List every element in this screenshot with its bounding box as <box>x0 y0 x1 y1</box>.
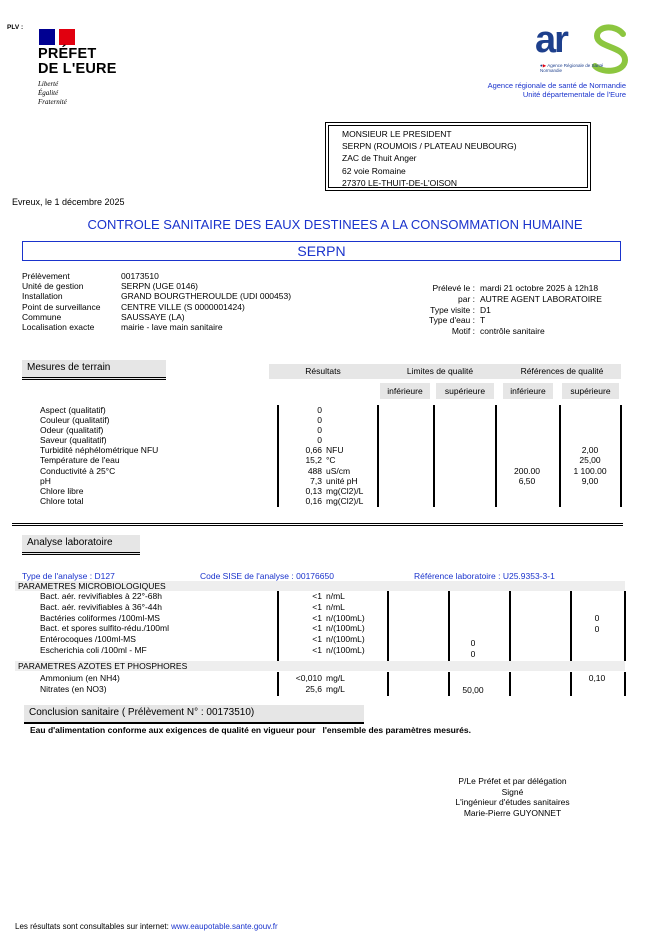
result-unit: °C <box>326 455 336 466</box>
param-name: pH <box>40 475 51 486</box>
result-unit: mg/L <box>326 683 345 694</box>
result-unit: mg(Cl2)/L <box>326 485 364 496</box>
info-value: mairie - lave main sanitaire <box>121 322 223 333</box>
agency-line1: Agence régionale de santé de Normandie <box>487 81 626 90</box>
info-label: Unité de gestion <box>22 281 84 292</box>
result-value: <0,010 <box>295 673 322 683</box>
info-label: Prélèvement <box>22 271 70 281</box>
prefet-line2: DE L'EURE <box>38 61 117 77</box>
info-label: Point de surveillance <box>22 301 101 312</box>
result-unit: n/mL <box>326 601 345 612</box>
signature-block <box>420 776 605 818</box>
recipient-line: ZAC de Thuit Anger <box>342 153 417 164</box>
section-divider <box>12 523 623 526</box>
footer-link[interactable]: www.eaupotable.sante.gouv.fr <box>171 922 278 931</box>
info-label: Localisation exacte <box>22 322 95 333</box>
field-ref-sup-col <box>560 405 620 486</box>
page-title: CONTROLE SANITAIRE DES EAUX DESTINEES A LA CONSOMMATION HUMAINE <box>87 217 583 232</box>
signature-line: P/Le Préfet et par délégation <box>458 776 567 786</box>
param-name: Température de l'eau <box>40 455 120 466</box>
col-ref-inf: inférieure <box>503 383 553 399</box>
recipient-line: SERPN (ROUMOIS / PLATEAU NEUBOURG) <box>342 141 517 152</box>
lim-sup-value: 0 <box>470 648 476 659</box>
sample-info-right <box>395 283 602 337</box>
info-value: mardi 21 octobre 2025 à 12h18 <box>480 283 599 293</box>
info-label: Installation <box>22 291 63 302</box>
info-value: SERPN (UGE 0146) <box>121 281 198 292</box>
recipient-line: 62 voie Romaine <box>342 165 406 176</box>
ref-sup-value: 25,00 <box>579 455 601 466</box>
result-value: <1 <box>312 623 322 634</box>
conclusion-heading: Conclusion sanitaire ( Prélèvement N° : 00173510) <box>24 705 364 724</box>
group-header-nitrogen: PARAMETRES AZOTES ET PHOSPHORES <box>15 661 625 671</box>
ammonium-ref-sup: 0,10 <box>588 673 606 683</box>
result-value: 0,13 <box>305 485 322 496</box>
result-value: <1 <box>312 591 322 601</box>
sample-info-left <box>22 271 291 332</box>
param-name: Escherichia coli /100ml - MF <box>40 644 147 655</box>
micro-lim-sup-col <box>448 638 498 660</box>
result-unit: unité pH <box>326 475 358 486</box>
motto-fraternite: Fraternité <box>38 98 67 106</box>
info-value: T <box>480 315 486 326</box>
result-unit: mg/L <box>326 673 345 683</box>
lab-reference: Référence laboratoire : U25.9353-3-1 <box>414 571 555 581</box>
result-value: 7,3 <box>310 475 322 486</box>
recipient-line: MONSIEUR LE PRESIDENT <box>342 129 452 139</box>
param-name: Entérocoques /100ml-MS <box>40 634 136 645</box>
ref-sup-value: 1 100.00 <box>573 465 607 476</box>
prefet-line1: PRÉFET <box>38 46 97 62</box>
result-value: <1 <box>312 644 322 655</box>
ref-sup-value: 9,00 <box>581 475 599 486</box>
field-measures-heading: Mesures de terrain <box>22 360 166 380</box>
svg-text:ar: ar <box>535 22 567 61</box>
info-label: Type d'eau : <box>428 315 475 326</box>
ref-inf-value: 200.00 <box>514 465 540 476</box>
prefet-logo-text <box>38 47 117 77</box>
info-value: CENTRE VILLE (S 0000001424) <box>121 301 245 312</box>
result-value: 0,16 <box>305 495 322 506</box>
nitrogen-results-list <box>270 673 345 695</box>
result-value: 0 <box>317 405 322 415</box>
col-limit-sup: supérieure <box>436 383 494 399</box>
info-value: 00173510 <box>121 271 159 281</box>
signature-line: Marie-Pierre GUYONNET <box>463 807 562 818</box>
result-value: <1 <box>312 601 322 612</box>
motto-egalite: Égalité <box>38 89 59 97</box>
page-subtitle: SERPN <box>22 241 621 261</box>
col-limit-inf: inférieure <box>380 383 430 399</box>
param-name: Bact. et spores sulfito-rédu./100ml <box>40 623 169 634</box>
agency-line2: Unité départementale de l'Eure <box>522 89 626 99</box>
nitrates-lim-sup: 50,00 <box>462 685 484 695</box>
recipient-line: 27370 LE-THUIT-DE-L'OISON <box>342 177 457 188</box>
result-value: 488 <box>307 465 322 476</box>
col-ref-sup: supérieure <box>562 383 619 399</box>
analysis-type: Type de l'analyse : D127 <box>22 571 115 581</box>
param-name: Chlore libre <box>40 485 84 496</box>
conclusion-text: Eau d'alimentation conforme aux exigences de qualité en vigueur pour l'ensemble des paramètres mesurés. <box>30 725 471 735</box>
result-value: 0 <box>317 435 322 446</box>
param-name: Bactéries coliformes /100ml-MS <box>40 612 160 623</box>
col-references: Références de qualité <box>503 364 621 379</box>
param-name: Nitrates (en NO3) <box>40 683 107 694</box>
recipient-address-box <box>328 125 588 188</box>
field-params-list <box>40 405 158 506</box>
param-name: Turbidité néphélométrique NFU <box>40 445 159 456</box>
ars-sub1: Agence Régionale de Santé <box>547 63 604 68</box>
marianne-flag-icon <box>39 29 75 45</box>
lim-sup-value: 0 <box>470 638 476 648</box>
result-value: 0 <box>317 415 322 426</box>
field-ref-inf-col <box>497 405 557 486</box>
ref-inf-value: 6,50 <box>518 475 536 486</box>
result-unit: n/(100mL) <box>326 634 365 645</box>
signature-line: L'ingénieur d'études sanitaires <box>455 797 570 807</box>
param-name: Aspect (qualitatif) <box>40 405 106 415</box>
info-value: contrôle sanitaire <box>480 326 545 337</box>
col-limits: Limites de qualité <box>377 364 503 379</box>
param-name: Saveur (qualitatif) <box>40 435 107 446</box>
result-unit: n/(100mL) <box>326 623 365 634</box>
plv-label: PLV : <box>7 24 24 31</box>
info-value: AUTRE AGENT LABORATOIRE <box>480 293 602 304</box>
info-label: Prélevé le : <box>432 283 475 293</box>
param-name: Couleur (qualitatif) <box>40 415 110 426</box>
result-value: 0,66 <box>305 445 322 456</box>
sise-code: Code SISE de l'analyse : 00176650 <box>200 571 334 581</box>
result-unit: mg(Cl2)/L <box>326 495 364 506</box>
date-line: Evreux, le 1 décembre 2025 <box>12 197 125 207</box>
info-label: Motif : <box>451 326 475 337</box>
info-value: GRAND BOURGTHEROULDE (UDI 000453) <box>121 291 292 302</box>
info-label: par : <box>457 293 475 304</box>
param-name: Bact. aér. revivifiables à 36°-44h <box>40 601 162 612</box>
agency-name <box>488 82 626 99</box>
result-value: <1 <box>312 612 322 623</box>
result-value: 25,6 <box>305 683 322 694</box>
ars-sub2: Normandie <box>540 68 563 73</box>
param-name: Chlore total <box>40 495 84 506</box>
result-value: <1 <box>312 634 322 645</box>
motto-liberte: Liberté <box>38 80 59 88</box>
footer <box>15 922 278 931</box>
info-value: SAUSSAYE (LA) <box>121 311 185 322</box>
info-label: Type visite : <box>430 304 475 315</box>
field-results-list <box>270 405 363 506</box>
result-value: 0 <box>317 425 322 436</box>
ref-sup-value: 0 <box>594 613 600 623</box>
result-value: 15,2 <box>305 455 322 466</box>
ars-logo-subtitle: ●▶ Agence Régionale de Santé Normandie <box>540 63 604 73</box>
micro-params-list <box>40 591 169 656</box>
group-header-micro: PARAMETRES MICROBIOLOGIQUES <box>15 581 625 591</box>
result-unit: NFU <box>326 445 344 456</box>
result-unit: n/mL <box>326 591 345 601</box>
republic-motto <box>38 80 67 107</box>
nitrogen-params-list <box>40 673 120 695</box>
micro-results-list <box>270 591 365 656</box>
result-unit: n/(100mL) <box>326 612 365 623</box>
result-unit: n/(100mL) <box>326 644 365 655</box>
footer-text: Les résultats sont consultables sur internet: <box>15 922 172 931</box>
result-unit: uS/cm <box>326 465 351 476</box>
ref-sup-value: 0 <box>594 623 600 634</box>
micro-ref-sup-col <box>570 613 624 635</box>
param-name: Ammonium (en NH4) <box>40 673 120 683</box>
param-name: Bact. aér. revivifiables à 22°-68h <box>40 591 162 601</box>
param-name: Conductivité à 25°C <box>40 465 116 476</box>
param-name: Odeur (qualitatif) <box>40 425 104 436</box>
info-label: Commune <box>22 311 62 322</box>
signature-line: Signé <box>501 786 524 797</box>
lab-analysis-heading: Analyse laboratoire <box>22 535 140 555</box>
info-value: D1 <box>480 304 491 315</box>
ref-sup-value: 2,00 <box>581 445 599 456</box>
col-results: Résultats <box>269 364 377 379</box>
